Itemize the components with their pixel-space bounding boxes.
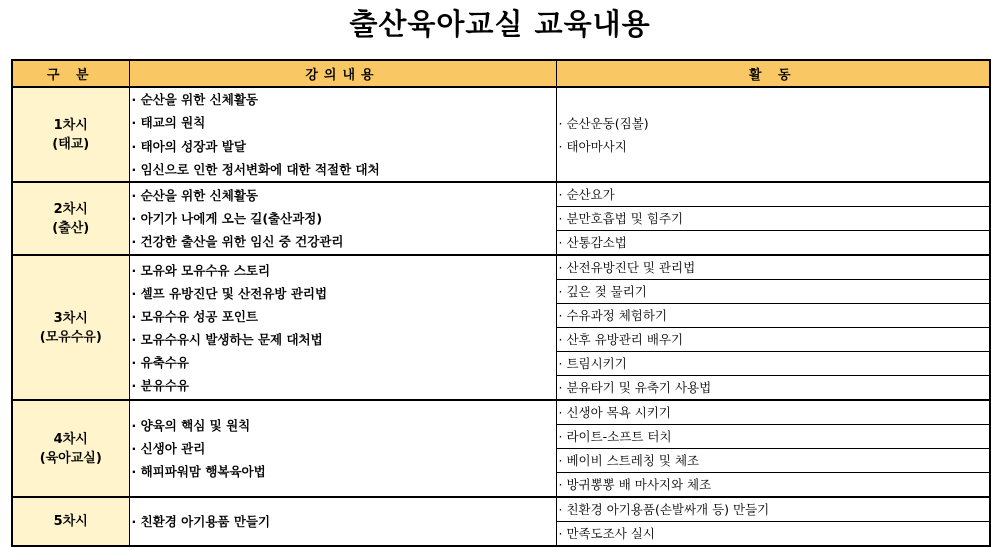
activity-item: · 깊은 젖 물리기	[557, 280, 990, 304]
lecture-item: · 셀프 유방진단 및 산전유방 관리법	[131, 285, 328, 301]
session-subtitle: (모유수유)	[39, 329, 102, 345]
page-title: 출산육아교실 교육내용	[349, 7, 651, 41]
lecture-item: · 모유수유시 발생하는 문제 대처법	[131, 331, 323, 347]
lecture-item: · 태교의 원칙	[131, 115, 206, 131]
session-name: 2차시	[53, 201, 88, 217]
session-subtitle: (출산)	[52, 220, 90, 236]
activity-item: · 순산운동(짐볼)	[558, 115, 649, 131]
table-header-row	[12, 60, 990, 87]
activity-item: · 라이트-소프트 터치	[557, 425, 990, 449]
lecture-cell-2	[129, 182, 556, 255]
lecture-cell-5	[129, 497, 556, 546]
lecture-item: · 분유수유	[131, 377, 189, 393]
activity-cell-5	[556, 497, 990, 546]
activity-cell-2	[556, 182, 990, 255]
activity-item: · 친환경 아기용품(손발싸개 등) 만들기	[557, 498, 990, 522]
activity-item: · 수유과정 체험하기	[557, 304, 990, 328]
session-label-3	[12, 255, 129, 400]
activity-item: · 태아마사지	[558, 138, 627, 154]
session-label-4	[12, 400, 129, 497]
header-lecture: 강의내용	[129, 60, 556, 87]
lecture-item: · 신생아 관리	[131, 441, 206, 456]
session-label-2	[12, 182, 129, 255]
activity-cell-3	[556, 255, 990, 400]
lecture-item: · 양육의 핵심 및 원칙	[131, 418, 251, 433]
activity-cell-1	[556, 87, 990, 182]
session-name: 4차시	[53, 431, 88, 447]
activity-cell-4	[556, 400, 990, 497]
lecture-cell-4	[129, 400, 556, 497]
session-row-3	[12, 255, 990, 400]
activity-item: · 트림시키기	[557, 352, 990, 376]
activity-item: · 신생아 목욕 시키기	[557, 401, 990, 425]
lecture-item: · 유축수유	[131, 354, 189, 370]
activity-item: · 순산요가	[557, 183, 990, 207]
lecture-item: · 해피파워맘 행복육아법	[131, 464, 266, 479]
header-category: 구 분	[12, 60, 129, 87]
lecture-item: · 모유와 모유수유 스토리	[131, 262, 271, 278]
activity-item: · 산전유방진단 및 관리법	[557, 256, 990, 280]
lecture-item: · 모유수유 성공 포인트	[131, 308, 258, 324]
session-label-1	[12, 87, 129, 182]
session-name: 5차시	[53, 514, 88, 529]
lecture-item: · 임신으로 인한 정서변화에 대한 적절한 대처	[131, 161, 380, 177]
lecture-item: · 태아의 성장과 발달	[131, 138, 246, 154]
session-row-1	[12, 87, 990, 182]
session-subtitle: (태교)	[52, 136, 90, 152]
lecture-item: · 순산을 위한 신체활동	[131, 188, 258, 203]
lecture-cell-1	[129, 87, 556, 182]
session-row-2	[12, 182, 990, 255]
activity-item: · 산후 유방관리 배우기	[557, 328, 990, 352]
session-subtitle: (육아교실)	[39, 450, 102, 466]
activity-item: · 분유타기 및 유축기 사용법	[558, 380, 712, 395]
session-row-4	[12, 400, 990, 497]
curriculum-table	[11, 59, 991, 547]
lecture-item: · 친환경 아기용품 만들기	[131, 514, 271, 529]
session-name: 1차시	[53, 117, 88, 133]
activity-item: · 방귀뽕뽕 배 마사지와 체조	[558, 477, 712, 492]
lecture-cell-3	[129, 255, 556, 400]
session-label-5	[12, 497, 129, 546]
lecture-item: · 순산을 위한 신체활동	[131, 92, 258, 107]
activity-item: · 분만호흡법 및 힘주기	[557, 207, 990, 231]
activity-item: · 산통감소법	[558, 235, 627, 250]
activity-item: · 베이비 스트레칭 및 체조	[557, 449, 990, 473]
header-activity: 활 동	[556, 60, 990, 87]
session-row-5	[12, 497, 990, 546]
session-name: 3차시	[53, 310, 88, 326]
lecture-item: · 건강한 출산을 위한 임신 중 건강관리	[131, 234, 344, 249]
lecture-item: · 아기가 나에게 오는 길(출산과정)	[131, 211, 323, 226]
activity-item: · 만족도조사 실시	[558, 526, 655, 541]
